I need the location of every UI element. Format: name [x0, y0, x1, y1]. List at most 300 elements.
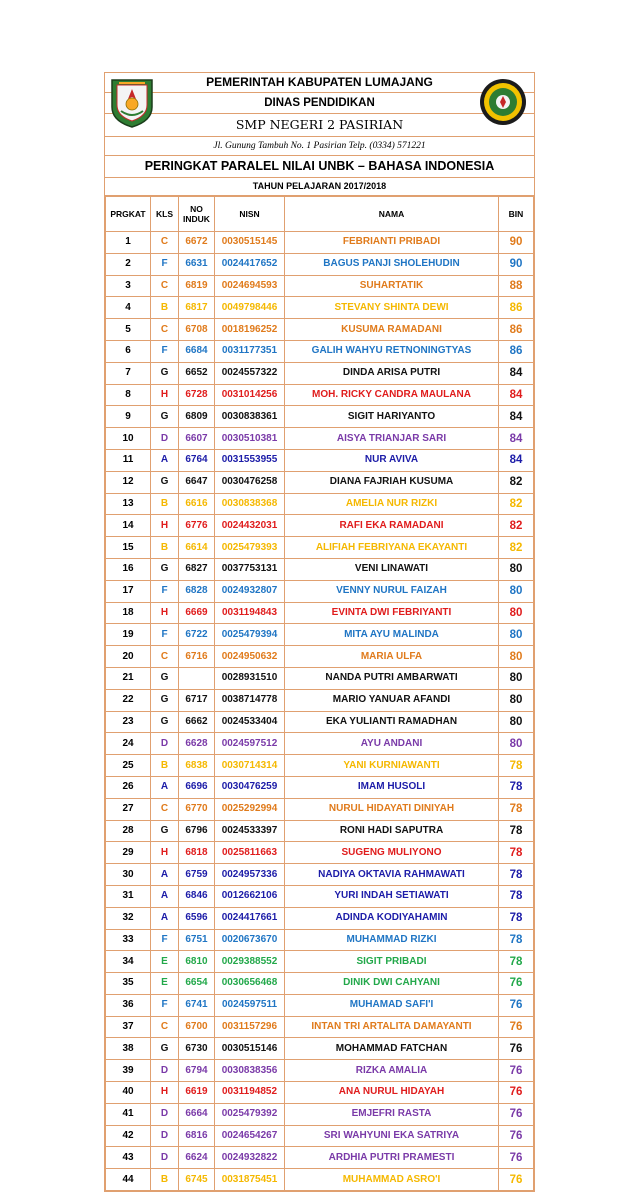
rank-cell: 15	[106, 537, 151, 559]
table-row	[106, 1016, 534, 1038]
class-cell: F	[151, 580, 179, 602]
table-row	[106, 689, 534, 711]
table-row	[106, 646, 534, 668]
student-number-cell: 6818	[179, 842, 215, 864]
name-cell: ARDHIA PUTRI PRAMESTI	[285, 1147, 499, 1169]
class-cell: E	[151, 973, 179, 995]
student-number-cell: 6838	[179, 755, 215, 777]
name-cell: BAGUS PANJI SHOLEHUDIN	[285, 253, 499, 275]
rank-cell: 2	[106, 253, 151, 275]
student-number-cell: 6745	[179, 1169, 215, 1191]
class-cell: G	[151, 471, 179, 493]
student-number-cell: 6810	[179, 951, 215, 973]
letterhead	[105, 73, 534, 196]
rank-cell: 36	[106, 994, 151, 1016]
score-cell: 76	[499, 994, 534, 1016]
nisn-cell: 0031875451	[215, 1169, 285, 1191]
student-number-cell: 6696	[179, 776, 215, 798]
student-number-cell: 6652	[179, 362, 215, 384]
score-cell: 82	[499, 493, 534, 515]
name-cell: ADINDA KODIYAHAMIN	[285, 907, 499, 929]
name-cell: NANDA PUTRI AMBARWATI	[285, 667, 499, 689]
nisn-cell: 0020673670	[215, 929, 285, 951]
score-cell: 76	[499, 1082, 534, 1104]
nisn-cell: 0024932822	[215, 1147, 285, 1169]
nisn-cell: 0018196252	[215, 319, 285, 341]
rank-cell: 20	[106, 646, 151, 668]
rank-cell: 24	[106, 733, 151, 755]
nisn-cell: 0024597511	[215, 994, 285, 1016]
name-cell: DINIK DWI CAHYANI	[285, 973, 499, 995]
table-row	[106, 558, 534, 580]
rank-cell: 35	[106, 973, 151, 995]
rank-cell: 29	[106, 842, 151, 864]
rank-cell: 18	[106, 602, 151, 624]
student-number-cell	[179, 667, 215, 689]
class-cell: D	[151, 428, 179, 450]
student-number-cell: 6619	[179, 1082, 215, 1104]
score-cell: 76	[499, 1060, 534, 1082]
class-cell: G	[151, 667, 179, 689]
name-cell: MUHAMAD SAFI'I	[285, 994, 499, 1016]
student-number-cell: 6631	[179, 253, 215, 275]
name-cell: EMJEFRI RASTA	[285, 1103, 499, 1125]
nisn-cell: 0024432031	[215, 515, 285, 537]
column-header-student-number-line1: NO	[190, 204, 203, 214]
table-row	[106, 1147, 534, 1169]
name-cell: MUHAMMAD ASRO'I	[285, 1169, 499, 1191]
name-cell: AISYA TRIANJAR SARI	[285, 428, 499, 450]
score-cell: 76	[499, 1016, 534, 1038]
score-cell: 86	[499, 319, 534, 341]
name-cell: SRI WAHYUNI EKA SATRIYA	[285, 1125, 499, 1147]
rank-cell: 21	[106, 667, 151, 689]
nisn-cell: 0030838356	[215, 1060, 285, 1082]
rank-cell: 42	[106, 1125, 151, 1147]
class-cell: B	[151, 297, 179, 319]
student-number-cell: 6819	[179, 275, 215, 297]
score-cell: 80	[499, 646, 534, 668]
table-row	[106, 667, 534, 689]
class-cell: F	[151, 994, 179, 1016]
rank-cell: 43	[106, 1147, 151, 1169]
rank-cell: 1	[106, 232, 151, 254]
table-row	[106, 406, 534, 428]
name-cell: KUSUMA RAMADANI	[285, 319, 499, 341]
nisn-cell: 0031177351	[215, 340, 285, 362]
name-cell: ALIFIAH FEBRIYANA EKAYANTI	[285, 537, 499, 559]
rank-cell: 40	[106, 1082, 151, 1104]
nisn-cell: 0024597512	[215, 733, 285, 755]
score-cell: 76	[499, 1125, 534, 1147]
class-cell: A	[151, 864, 179, 886]
page-title: PERINGKAT PARALEL NILAI UNBK – BAHASA INDONESIA	[105, 156, 534, 178]
column-header-rank: PRGKAT	[106, 197, 151, 232]
table-row	[106, 798, 534, 820]
nisn-cell: 0028931510	[215, 667, 285, 689]
nisn-cell: 0030656468	[215, 973, 285, 995]
class-cell: D	[151, 1060, 179, 1082]
class-cell: C	[151, 232, 179, 254]
rank-cell: 23	[106, 711, 151, 733]
name-cell: MARIO YANUAR AFANDI	[285, 689, 499, 711]
class-cell: F	[151, 929, 179, 951]
name-cell: SIGIT PRIBADI	[285, 951, 499, 973]
name-cell: SUHARTATIK	[285, 275, 499, 297]
class-cell: B	[151, 493, 179, 515]
score-cell: 90	[499, 253, 534, 275]
class-cell: C	[151, 798, 179, 820]
class-cell: G	[151, 362, 179, 384]
name-cell: MARIA ULFA	[285, 646, 499, 668]
score-cell: 80	[499, 624, 534, 646]
nisn-cell: 0031157296	[215, 1016, 285, 1038]
class-cell: F	[151, 340, 179, 362]
rank-cell: 32	[106, 907, 151, 929]
table-row	[106, 275, 534, 297]
student-number-cell: 6770	[179, 798, 215, 820]
rank-cell: 28	[106, 820, 151, 842]
score-cell: 76	[499, 973, 534, 995]
table-row	[106, 994, 534, 1016]
nisn-cell: 0024694593	[215, 275, 285, 297]
rank-cell: 37	[106, 1016, 151, 1038]
table-row	[106, 733, 534, 755]
class-cell: H	[151, 384, 179, 406]
table-row	[106, 384, 534, 406]
student-number-cell: 6662	[179, 711, 215, 733]
score-cell: 82	[499, 515, 534, 537]
student-number-cell: 6614	[179, 537, 215, 559]
name-cell: RIZKA AMALIA	[285, 1060, 499, 1082]
score-cell: 82	[499, 471, 534, 493]
name-cell: MOHAMMAD FATCHAN	[285, 1038, 499, 1060]
table-row	[106, 515, 534, 537]
class-cell: H	[151, 842, 179, 864]
nisn-cell: 0024533404	[215, 711, 285, 733]
nisn-cell: 0038714778	[215, 689, 285, 711]
class-cell: H	[151, 515, 179, 537]
class-cell: G	[151, 558, 179, 580]
table-row	[106, 929, 534, 951]
name-cell: MOH. RICKY CANDRA MAULANA	[285, 384, 499, 406]
nisn-cell: 0024417661	[215, 907, 285, 929]
name-cell: GALIH WAHYU RETNONINGTYAS	[285, 340, 499, 362]
table-row	[106, 951, 534, 973]
score-cell: 78	[499, 798, 534, 820]
nisn-cell: 0024950632	[215, 646, 285, 668]
rank-cell: 22	[106, 689, 151, 711]
rank-cell: 17	[106, 580, 151, 602]
class-cell: B	[151, 537, 179, 559]
class-cell: G	[151, 689, 179, 711]
school-address: Jl. Gunung Tambuh No. 1 Pasirian Telp. (0334) 571221	[105, 137, 534, 156]
class-cell: C	[151, 646, 179, 668]
score-cell: 82	[499, 537, 534, 559]
table-row	[106, 602, 534, 624]
score-cell: 78	[499, 951, 534, 973]
rank-cell: 26	[106, 776, 151, 798]
score-cell: 80	[499, 689, 534, 711]
name-cell: AMELIA NUR RIZKI	[285, 493, 499, 515]
score-cell: 90	[499, 232, 534, 254]
rank-cell: 25	[106, 755, 151, 777]
score-cell: 84	[499, 428, 534, 450]
column-header-student-number	[179, 197, 215, 232]
table-row	[106, 1169, 534, 1191]
score-cell: 88	[499, 275, 534, 297]
rank-cell: 33	[106, 929, 151, 951]
table-row	[106, 493, 534, 515]
column-header-name: NAMA	[285, 197, 499, 232]
class-cell: B	[151, 1169, 179, 1191]
nisn-cell: 0025292994	[215, 798, 285, 820]
score-cell: 80	[499, 580, 534, 602]
name-cell: NURUL HIDAYATI DINIYAH	[285, 798, 499, 820]
rank-cell: 8	[106, 384, 151, 406]
student-number-cell: 6628	[179, 733, 215, 755]
table-row	[106, 232, 534, 254]
table-row	[106, 319, 534, 341]
column-header-student-number-line2: INDUK	[183, 214, 210, 224]
score-cell: 78	[499, 820, 534, 842]
table-row	[106, 973, 534, 995]
rank-cell: 14	[106, 515, 151, 537]
score-cell: 78	[499, 885, 534, 907]
nisn-cell: 0025479394	[215, 624, 285, 646]
name-cell: NADIYA OKTAVIA RAHMAWATI	[285, 864, 499, 886]
table-row	[106, 362, 534, 384]
class-cell: D	[151, 733, 179, 755]
rank-cell: 30	[106, 864, 151, 886]
name-cell: ANA NURUL HIDAYAH	[285, 1082, 499, 1104]
student-number-cell: 6672	[179, 232, 215, 254]
student-number-cell: 6647	[179, 471, 215, 493]
score-cell: 78	[499, 929, 534, 951]
rank-cell: 27	[106, 798, 151, 820]
name-cell: SIGIT HARIYANTO	[285, 406, 499, 428]
table-row	[106, 624, 534, 646]
name-cell: YURI INDAH SETIAWATI	[285, 885, 499, 907]
class-cell: D	[151, 1125, 179, 1147]
class-cell: C	[151, 319, 179, 341]
student-number-cell: 6654	[179, 973, 215, 995]
class-cell: D	[151, 1147, 179, 1169]
score-cell: 78	[499, 842, 534, 864]
score-cell: 76	[499, 1169, 534, 1191]
name-cell: VENNY NURUL FAIZAH	[285, 580, 499, 602]
class-cell: G	[151, 406, 179, 428]
score-cell: 84	[499, 362, 534, 384]
name-cell: AYU ANDANI	[285, 733, 499, 755]
class-cell: D	[151, 1103, 179, 1125]
student-number-cell: 6759	[179, 864, 215, 886]
table-row	[106, 711, 534, 733]
student-number-cell: 6796	[179, 820, 215, 842]
table-row	[106, 449, 534, 471]
score-cell: 80	[499, 711, 534, 733]
nisn-cell: 0025479392	[215, 1103, 285, 1125]
rank-cell: 4	[106, 297, 151, 319]
name-cell: NUR AVIVA	[285, 449, 499, 471]
nisn-cell: 0037753131	[215, 558, 285, 580]
table-row	[106, 842, 534, 864]
rank-cell: 3	[106, 275, 151, 297]
name-cell: RONI HADI SAPUTRA	[285, 820, 499, 842]
nisn-cell: 0024654267	[215, 1125, 285, 1147]
class-cell: H	[151, 1082, 179, 1104]
score-cell: 80	[499, 733, 534, 755]
nisn-cell: 0031194843	[215, 602, 285, 624]
class-cell: C	[151, 275, 179, 297]
nisn-cell: 0024533397	[215, 820, 285, 842]
name-cell: SUGENG MULIYONO	[285, 842, 499, 864]
class-cell: G	[151, 1038, 179, 1060]
column-header-nisn: NISN	[215, 197, 285, 232]
class-cell: G	[151, 820, 179, 842]
rank-cell: 39	[106, 1060, 151, 1082]
student-number-cell: 6700	[179, 1016, 215, 1038]
student-number-cell: 6722	[179, 624, 215, 646]
nisn-cell: 0025479393	[215, 537, 285, 559]
table-row	[106, 428, 534, 450]
table-row	[106, 340, 534, 362]
table-row	[106, 580, 534, 602]
student-number-cell: 6728	[179, 384, 215, 406]
rank-cell: 10	[106, 428, 151, 450]
table-row	[106, 1103, 534, 1125]
ranking-sheet	[104, 72, 535, 1192]
table-row	[106, 1038, 534, 1060]
name-cell: VENI LINAWATI	[285, 558, 499, 580]
student-number-cell: 6817	[179, 297, 215, 319]
nisn-cell: 0025811663	[215, 842, 285, 864]
nisn-cell: 0024557322	[215, 362, 285, 384]
student-number-cell: 6684	[179, 340, 215, 362]
table-row	[106, 864, 534, 886]
score-cell: 78	[499, 776, 534, 798]
nisn-cell: 0024932807	[215, 580, 285, 602]
nisn-cell: 0030838368	[215, 493, 285, 515]
rank-cell: 34	[106, 951, 151, 973]
score-cell: 80	[499, 667, 534, 689]
lumajang-regency-emblem-icon	[109, 77, 155, 129]
student-number-cell: 6717	[179, 689, 215, 711]
student-number-cell: 6616	[179, 493, 215, 515]
nisn-cell: 0030476258	[215, 471, 285, 493]
nisn-cell: 0030515146	[215, 1038, 285, 1060]
nisn-cell: 0024957336	[215, 864, 285, 886]
student-number-cell: 6827	[179, 558, 215, 580]
rank-cell: 44	[106, 1169, 151, 1191]
name-cell: DINDA ARISA PUTRI	[285, 362, 499, 384]
table-row	[106, 1082, 534, 1104]
name-cell: RAFI EKA RAMADANI	[285, 515, 499, 537]
student-number-cell: 6828	[179, 580, 215, 602]
class-cell: F	[151, 253, 179, 275]
student-number-cell: 6607	[179, 428, 215, 450]
nisn-cell: 0029388552	[215, 951, 285, 973]
table-row	[106, 471, 534, 493]
score-cell: 78	[499, 907, 534, 929]
score-cell: 76	[499, 1038, 534, 1060]
student-number-cell: 6751	[179, 929, 215, 951]
government-name: PEMERINTAH KABUPATEN LUMAJANG	[105, 73, 534, 93]
student-number-cell: 6664	[179, 1103, 215, 1125]
class-cell: A	[151, 776, 179, 798]
rank-cell: 19	[106, 624, 151, 646]
name-cell: IMAM HUSOLI	[285, 776, 499, 798]
score-cell: 76	[499, 1103, 534, 1125]
name-cell: MITA AYU MALINDA	[285, 624, 499, 646]
name-cell: EKA YULIANTI RAMADHAN	[285, 711, 499, 733]
student-number-cell: 6669	[179, 602, 215, 624]
rank-cell: 31	[106, 885, 151, 907]
score-cell: 86	[499, 297, 534, 319]
name-cell: STEVANY SHINTA DEWI	[285, 297, 499, 319]
score-cell: 84	[499, 406, 534, 428]
class-cell: A	[151, 449, 179, 471]
table-row	[106, 755, 534, 777]
table-row	[106, 885, 534, 907]
school-logo-icon	[478, 77, 528, 127]
nisn-cell: 0031014256	[215, 384, 285, 406]
rank-cell: 5	[106, 319, 151, 341]
student-number-cell: 6596	[179, 907, 215, 929]
academic-year: TAHUN PELAJARAN 2017/2018	[252, 181, 387, 191]
name-cell: EVINTA DWI FEBRIYANTI	[285, 602, 499, 624]
table-row	[106, 820, 534, 842]
class-cell: C	[151, 1016, 179, 1038]
student-number-cell: 6846	[179, 885, 215, 907]
class-cell: E	[151, 951, 179, 973]
table-row	[106, 297, 534, 319]
table-row	[106, 537, 534, 559]
student-number-cell: 6816	[179, 1125, 215, 1147]
score-cell: 86	[499, 340, 534, 362]
class-cell: A	[151, 907, 179, 929]
rank-cell: 6	[106, 340, 151, 362]
student-number-cell: 6794	[179, 1060, 215, 1082]
rank-cell: 12	[106, 471, 151, 493]
student-number-cell: 6776	[179, 515, 215, 537]
department-name: DINAS PENDIDIKAN	[105, 93, 534, 114]
name-cell: MUHAMMAD RIZKI	[285, 929, 499, 951]
nisn-cell: 0030515145	[215, 232, 285, 254]
class-cell: A	[151, 885, 179, 907]
rank-cell: 9	[106, 406, 151, 428]
nisn-cell: 0049798446	[215, 297, 285, 319]
nisn-cell: 0031553955	[215, 449, 285, 471]
name-cell: FEBRIANTI PRIBADI	[285, 232, 499, 254]
name-cell: YANI KURNIAWANTI	[285, 755, 499, 777]
student-number-cell: 6730	[179, 1038, 215, 1060]
student-number-cell: 6741	[179, 994, 215, 1016]
score-cell: 80	[499, 558, 534, 580]
rank-cell: 7	[106, 362, 151, 384]
table-row	[106, 1060, 534, 1082]
rank-cell: 41	[106, 1103, 151, 1125]
table-row	[106, 1125, 534, 1147]
table-row	[106, 907, 534, 929]
class-cell: G	[151, 711, 179, 733]
student-number-cell: 6708	[179, 319, 215, 341]
nisn-cell: 0012662106	[215, 885, 285, 907]
ranking-table	[105, 196, 534, 1191]
student-number-cell: 6716	[179, 646, 215, 668]
nisn-cell: 0030838361	[215, 406, 285, 428]
nisn-cell: 0031194852	[215, 1082, 285, 1104]
